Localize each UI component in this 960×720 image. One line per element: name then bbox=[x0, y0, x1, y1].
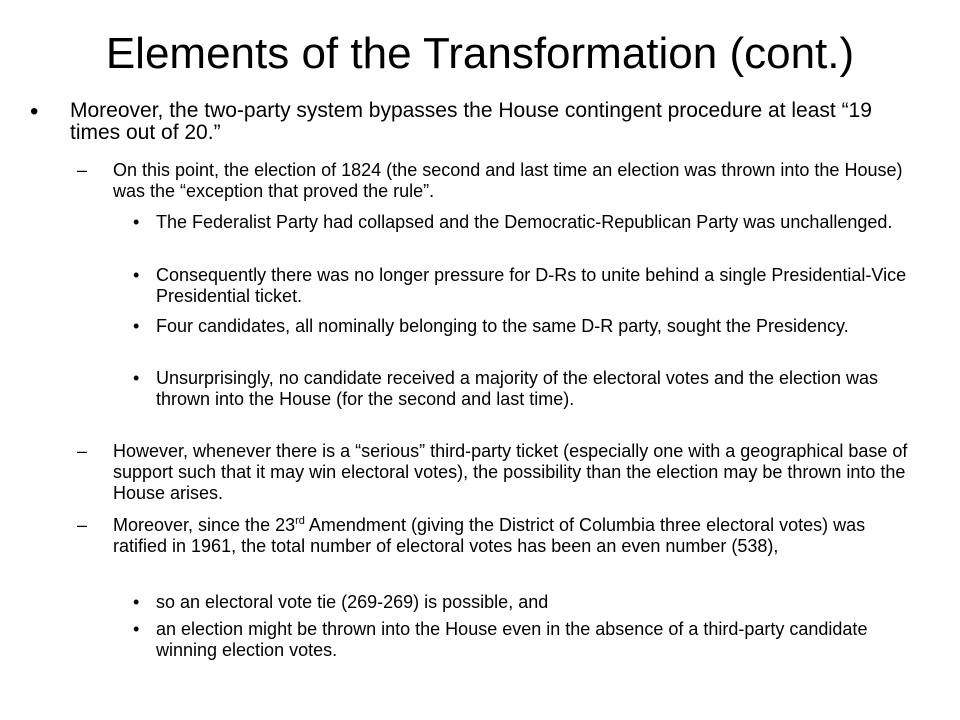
slide-title: Elements of the Transformation (cont.) bbox=[105, 29, 855, 78]
dash-marker: – bbox=[77, 441, 88, 461]
bullet-text: Moreover, the two-party system bypasses the House contingent procedure at least “19 times out of 20.” bbox=[70, 99, 872, 144]
bullet-marker: • bbox=[30, 98, 39, 125]
subbullet-text: so an electoral vote tie (269-269) is possible, and bbox=[156, 592, 549, 612]
subbullet-text: Consequently there was no longer pressure for D-Rs to unite behind a single Presidential-Vice Presidential ticket. bbox=[156, 265, 907, 306]
bullet-marker: • bbox=[133, 592, 140, 612]
subbullet-text: Unsurprisingly, no candidate received a majority of the electoral votes and the election was thrown into the House (for the second and last time). bbox=[156, 368, 879, 409]
bullet-marker: • bbox=[133, 619, 140, 639]
ordinal-suffix: rd bbox=[295, 515, 305, 527]
bullet-marker: • bbox=[133, 316, 140, 336]
dash-marker: – bbox=[77, 160, 88, 180]
subbullet-text: Four candidates, all nominally belonging to the same D-R party, sought the Presidency. bbox=[156, 316, 849, 336]
bullet-marker: • bbox=[133, 265, 140, 285]
subpoint-text: On this point, the election of 1824 (the second and last time an election was thrown into the House) was the “exception that proved the rule”. bbox=[113, 160, 903, 201]
subpoint-text bbox=[113, 515, 913, 557]
subbullet-text: an election might be thrown into the House even in the absence of a third-party candidate winning election votes. bbox=[156, 619, 868, 660]
dash-marker: – bbox=[77, 515, 88, 535]
bullet-marker: • bbox=[133, 212, 140, 232]
subpoint-text-start: Moreover, since the 23 bbox=[113, 515, 296, 535]
bullet-marker: • bbox=[133, 368, 140, 388]
subpoint-text-rest: Amendment (giving the District of Columbia three electoral votes) was ratified in 1961, the total number of electoral votes has been an even number (538), bbox=[113, 515, 866, 556]
subpoint-text: However, whenever there is a “serious” third-party ticket (especially one with a geographical base of support such that it may win electoral votes), the possibility than the election may be thrown into the House arises. bbox=[113, 441, 908, 503]
subbullet-text: The Federalist Party had collapsed and the Democratic-Republican Party was unchallenged. bbox=[156, 212, 893, 232]
